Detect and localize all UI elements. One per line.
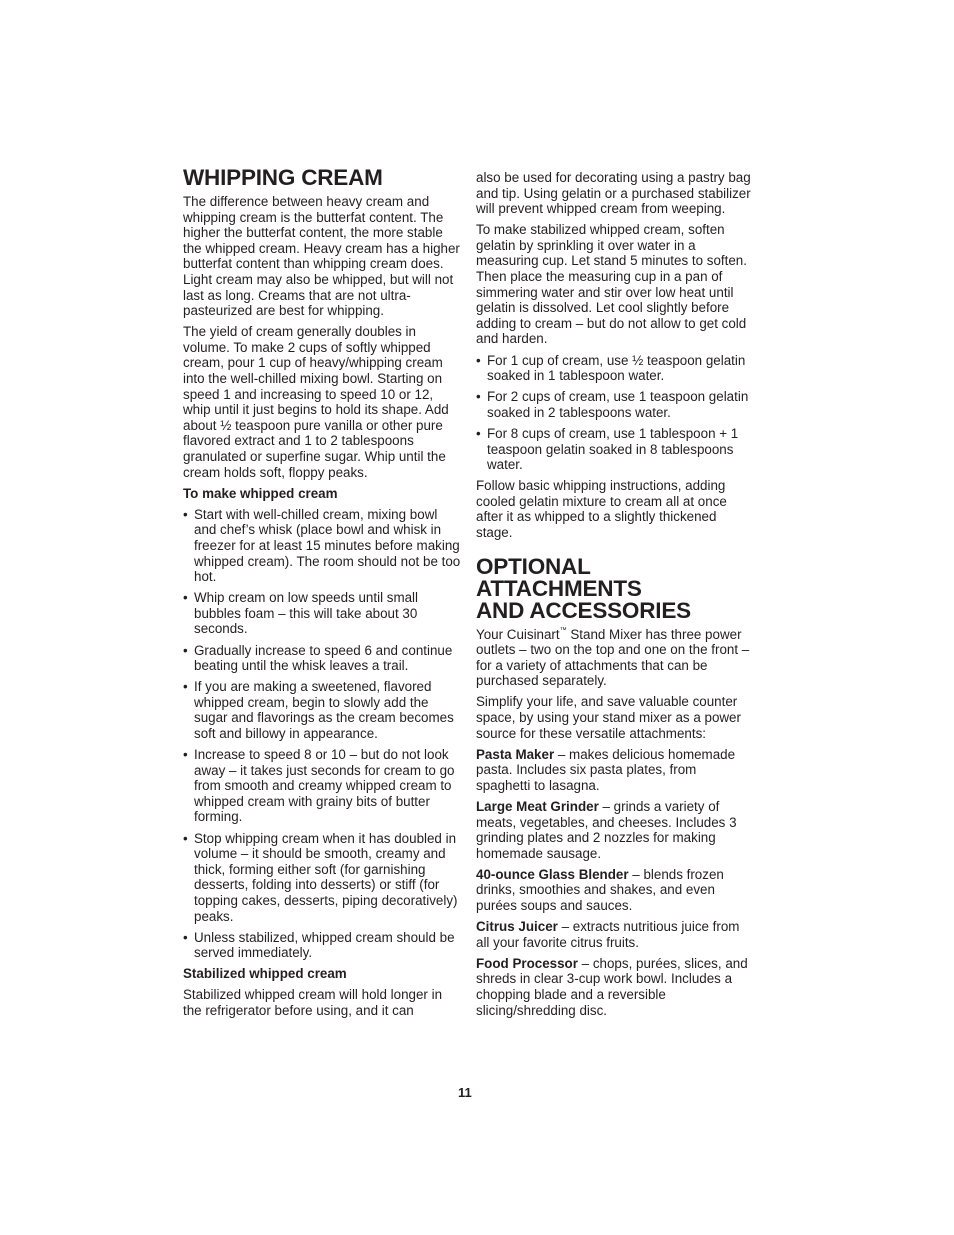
list-item: • Stop whipping cream when it has doubled in volume – it should be smooth, creamy and thick, forming either soft (for garnishing desserts, folding into desserts) or stiff (for topping cakes, desserts, piping decoratively) peaks. [183,831,461,925]
list-item: • For 1 cup of cream, use ½ teaspoon gelatin soaked in 1 tablespoon water. [476,353,754,384]
paragraph [476,627,754,689]
page-number: 11 [458,1085,472,1100]
paragraph: also be used for decorating using a pastry bag and tip. Using gelatin or a purchased stabilizer will prevent whipped cream from weeping. [476,170,751,217]
trademark-symbol: ™ [559,626,567,634]
attachment-item [476,747,754,794]
attachment-item [476,799,754,861]
intro-text: Stand Mixer has three power outlets – two on the top and one on the front – for a variety of attachments that can be purchased separately. [476,626,750,689]
attachment-description: – extracts nutritious juice from all your favorite citrus fruits. [476,919,740,950]
attachment-name: Citrus Juicer [476,919,558,935]
list-item: • Increase to speed 8 or 10 – but do not look away – it takes just seconds for cream to go from smooth and creamy whipped cream to whipped cream with grainy bits of butter forming. [183,747,461,825]
paragraph: The difference between heavy cream and whipping cream is the butterfat content. The higher the butterfat content, the more stable the whipped cream. Heavy cream has a higher butterfat content than whipping cream does. Light cream may also be whipped, but will not last as long. Creams that are not ultra-pasteurized are best for whipping. [183,194,460,319]
paragraph: Simplify your life, and save valuable counter space, by using your stand mixer as a power source for these versatile attachments: [476,694,741,741]
intro-text: Your Cuisinart [476,626,560,642]
paragraph: To make stabilized whipped cream, soften gelatin by sprinkling it over water in a measuring cup. Let stand 5 minutes to soften. Then place the measuring cup in a pan of simmering water and stir over low heat until gelatin is dissolved. Let cool slightly before adding to cream – but do not allow to get cold and harden. [476,222,747,347]
list-item: • For 8 cups of cream, use 1 tablespoon + 1 teaspoon gelatin soaked in 8 tablespoons water. [476,426,754,473]
attachment-name: Large Meat Grinder [476,799,599,814]
bullet-list [183,507,461,961]
right-column [476,170,754,1024]
title-line: AND ACCESSORIES [476,597,691,623]
paragraph: Follow basic whipping instructions, adding cooled gelatin mixture to cream all at once after it as whipped to a slightly thickened stage. [476,478,727,540]
attachment-description: – chops, purées, slices, and shreds in clear 3-cup work bowl. Includes a chopping blade and a reversible slicing/shredding disc. [476,955,748,1018]
list-item: • For 2 cups of cream, use 1 teaspoon gelatin soaked in 2 tablespoons water. [476,389,754,420]
list-item: • Unless stabilized, whipped cream should be served immediately. [183,930,461,961]
subheading: To make whipped cream [183,485,338,501]
attachment-item [476,919,754,950]
attachment-description: – grinds a variety of meats, vegetables, and cheeses. Includes 3 grinding plates and 2 nozzles for making homemade sausage. [476,799,737,861]
list-item: • If you are making a sweetened, flavored whipped cream, begin to slowly add the sugar and flavorings as the cream becomes soft and billowy in appearance. [183,679,461,741]
attachment-name: Food Processor [476,955,578,971]
list-item: • Gradually increase to speed 6 and continue beating until the whisk leaves a trail. [183,643,461,674]
paragraph: Stabilized whipped cream will hold longer in the refrigerator before using, and it can [183,987,443,1018]
left-column [183,167,461,1024]
list-item: • Start with well-chilled cream, mixing bowl and chef’s whisk (place bowl and whisk in freezer for at least 15 minutes before making whipped cream). The room should not be too hot. [183,507,461,585]
list-item: • Whip cream on low speeds until small bubbles foam – this will take about 30 seconds. [183,590,461,637]
section-title-whipping-cream: WHIPPING CREAM [183,165,383,190]
title-line: OPTIONAL ATTACHMENTS [476,553,642,601]
attachment-item [476,867,754,914]
attachment-item [476,956,754,1018]
subheading: Stabilized whipped cream [183,966,347,982]
bullet-list [476,353,754,473]
attachment-description: – makes delicious homemade pasta. Includes six pasta plates, from spaghetti to lasagna. [476,746,736,793]
attachment-description: – blends frozen drinks, smoothies and shakes, and even purées soups and sauces. [476,866,724,914]
attachment-name: Pasta Maker [476,746,555,762]
paragraph: The yield of cream generally doubles in volume. To make 2 cups of softly whipped cream, pour 1 cup of heavy/whipping cream into the well-chilled mixing bowl. Starting on speed 1 and increasing to speed 10 or 12, whip until it just begins to hold its shape. Add about ½ teaspoon pure vanilla or other pure flavored extract and 1 to 2 tablespoons granulated or superfine sugar. Whip until the cream holds soft, floppy peaks. [183,324,449,480]
attachment-name: 40-ounce Glass Blender [476,866,629,882]
section-title-optional-attachments [476,553,754,623]
